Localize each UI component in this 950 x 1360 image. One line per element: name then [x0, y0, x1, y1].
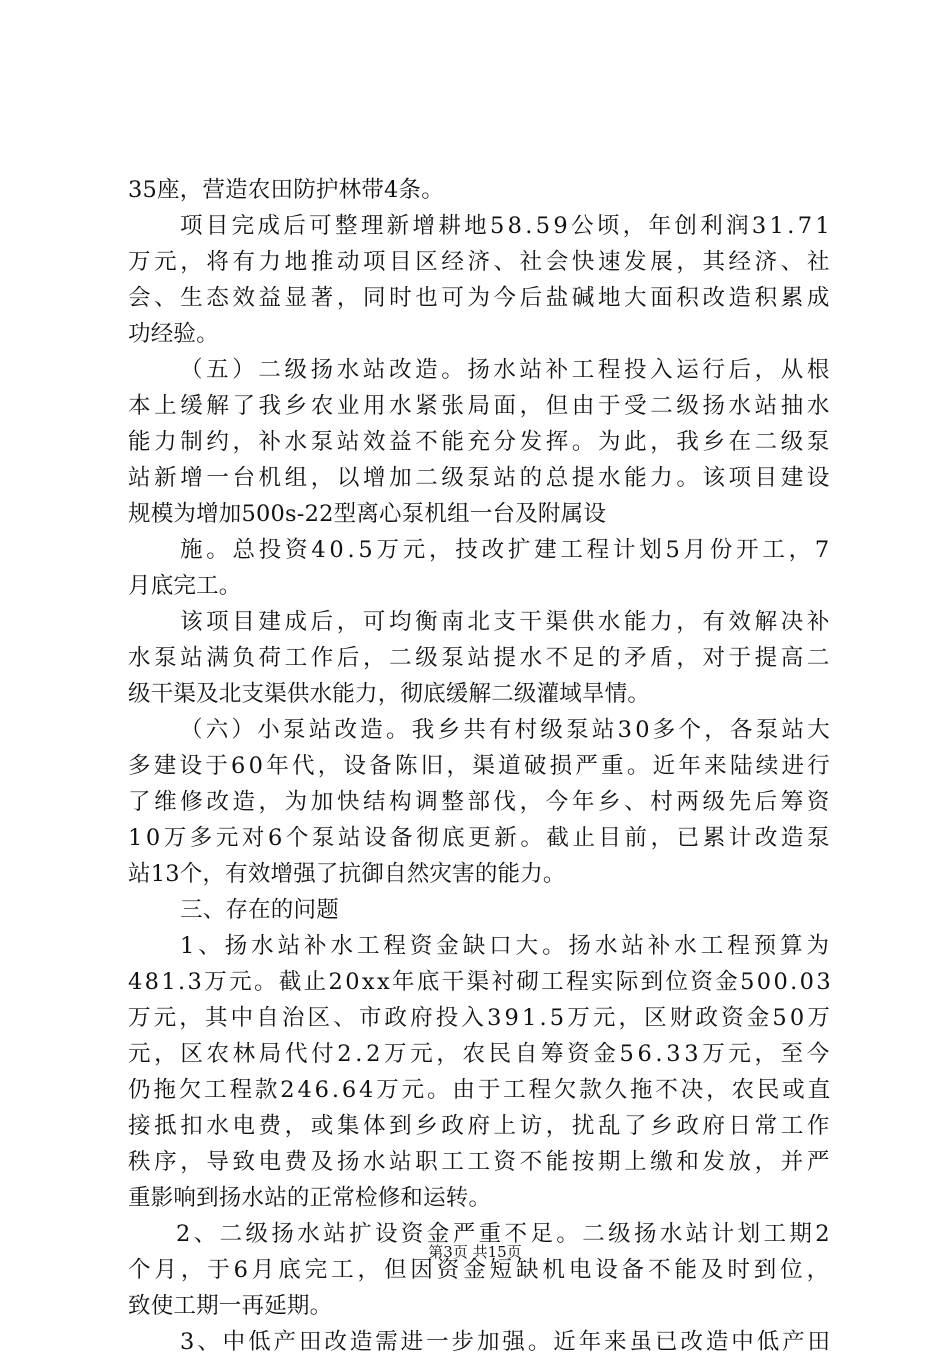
text-line: 35座，营造农田防护林带4条。 [128, 177, 444, 203]
text-line: 站新增一台机组，以增加二级泵站的总提水能力。该项目建设 [128, 465, 833, 491]
text-line: 三、存在的问题 [180, 897, 339, 923]
text-line: 级干渠及北支渠供水能力，彻底缓解二级灌域旱情。 [128, 681, 651, 707]
text-line: 施。总投资40.5万元，技改扩建工程计划5月份开工，7 [180, 537, 833, 563]
text-line: 会、生态效益显著，同时也可为今后盐碱地大面积改造积累成 [128, 285, 833, 311]
text-line: 个月，于6月底完工，但因资金短缺机电设备不能及时到位， [128, 1257, 833, 1283]
text-line: 481.3万元。截止20xx年底干渠衬砌工程实际到位资金500.03 [128, 969, 833, 995]
text-line: 2、二级扬水站扩设资金严重不足。二级扬水站计划工期2 [176, 1221, 833, 1247]
text-line: 了维修改造，为加快结构调整部伐，今年乡、村两级先后筹资 [128, 789, 833, 815]
text-line: 站13个，有效增强了抗御自然灾害的能力。 [128, 861, 566, 887]
text-line: 接抵扣水电费，或集体到乡政府上访，扰乱了乡政府日常工作 [128, 1113, 833, 1139]
text-line: 项目完成后可整理新增耕地58.59公顷，年创利润31.71 [180, 213, 833, 239]
text-line: 月底完工。 [128, 573, 242, 599]
text-line: 该项目建成后，可均衡南北支干渠供水能力，有效解决补 [180, 609, 833, 635]
text-line: 秩序，导致电费及扬水站职工工资不能按期上缴和发放，并严 [128, 1149, 833, 1175]
text-line: 水泵站满负荷工作后，二级泵站提水不足的矛盾，对于提高二 [128, 645, 833, 671]
text-line: 3、中低产田改造需进一步加强。近年来虽已改造中低产田 [180, 1329, 833, 1355]
text-line: 元，区农林局代付2.2万元，农民自筹资金56.33万元，至今 [128, 1041, 833, 1067]
page-footer: 第3页 共15页 [428, 1243, 522, 1261]
text-line: 规模为增加500s-22型离心泵机组一台及附属设 [128, 501, 607, 527]
text-line: 功经验。 [128, 321, 219, 347]
text-line: 仍拖欠工程款246.64万元。由于工程欠款久拖不决，农民或直 [128, 1077, 833, 1103]
text-line: 万元，将有力地推动项目区经济、社会快速发展，其经济、社 [128, 249, 833, 275]
text-line: 致使工期一再延期。 [128, 1293, 333, 1319]
text-line: 本上缓解了我乡农业用水紧张局面，但由于受二级扬水站抽水 [128, 393, 833, 419]
text-line: 10万多元对6个泵站设备彻底更新。截止目前，已累计改造泵 [128, 825, 833, 851]
text-line: 能力制约，补水泵站效益不能充分发挥。为此，我乡在二级泵 [128, 429, 833, 455]
text-line: （六）小泵站改造。我乡共有村级泵站30多个，各泵站大 [180, 717, 833, 743]
text-line: 重影响到扬水站的正常检修和运转。 [128, 1185, 492, 1211]
text-line: 万元，其中自治区、市政府投入391.5万元，区财政资金50万 [128, 1005, 833, 1031]
text-line: 1、扬水站补水工程资金缺口大。扬水站补水工程预算为 [180, 933, 833, 959]
text-line: （五）二级扬水站改造。扬水站补工程投入运行后，从根 [180, 357, 833, 383]
text-line: 多建设于60年代，设备陈旧，渠道破损严重。近年来陆续进行 [128, 753, 833, 779]
document-body [128, 172, 833, 1360]
